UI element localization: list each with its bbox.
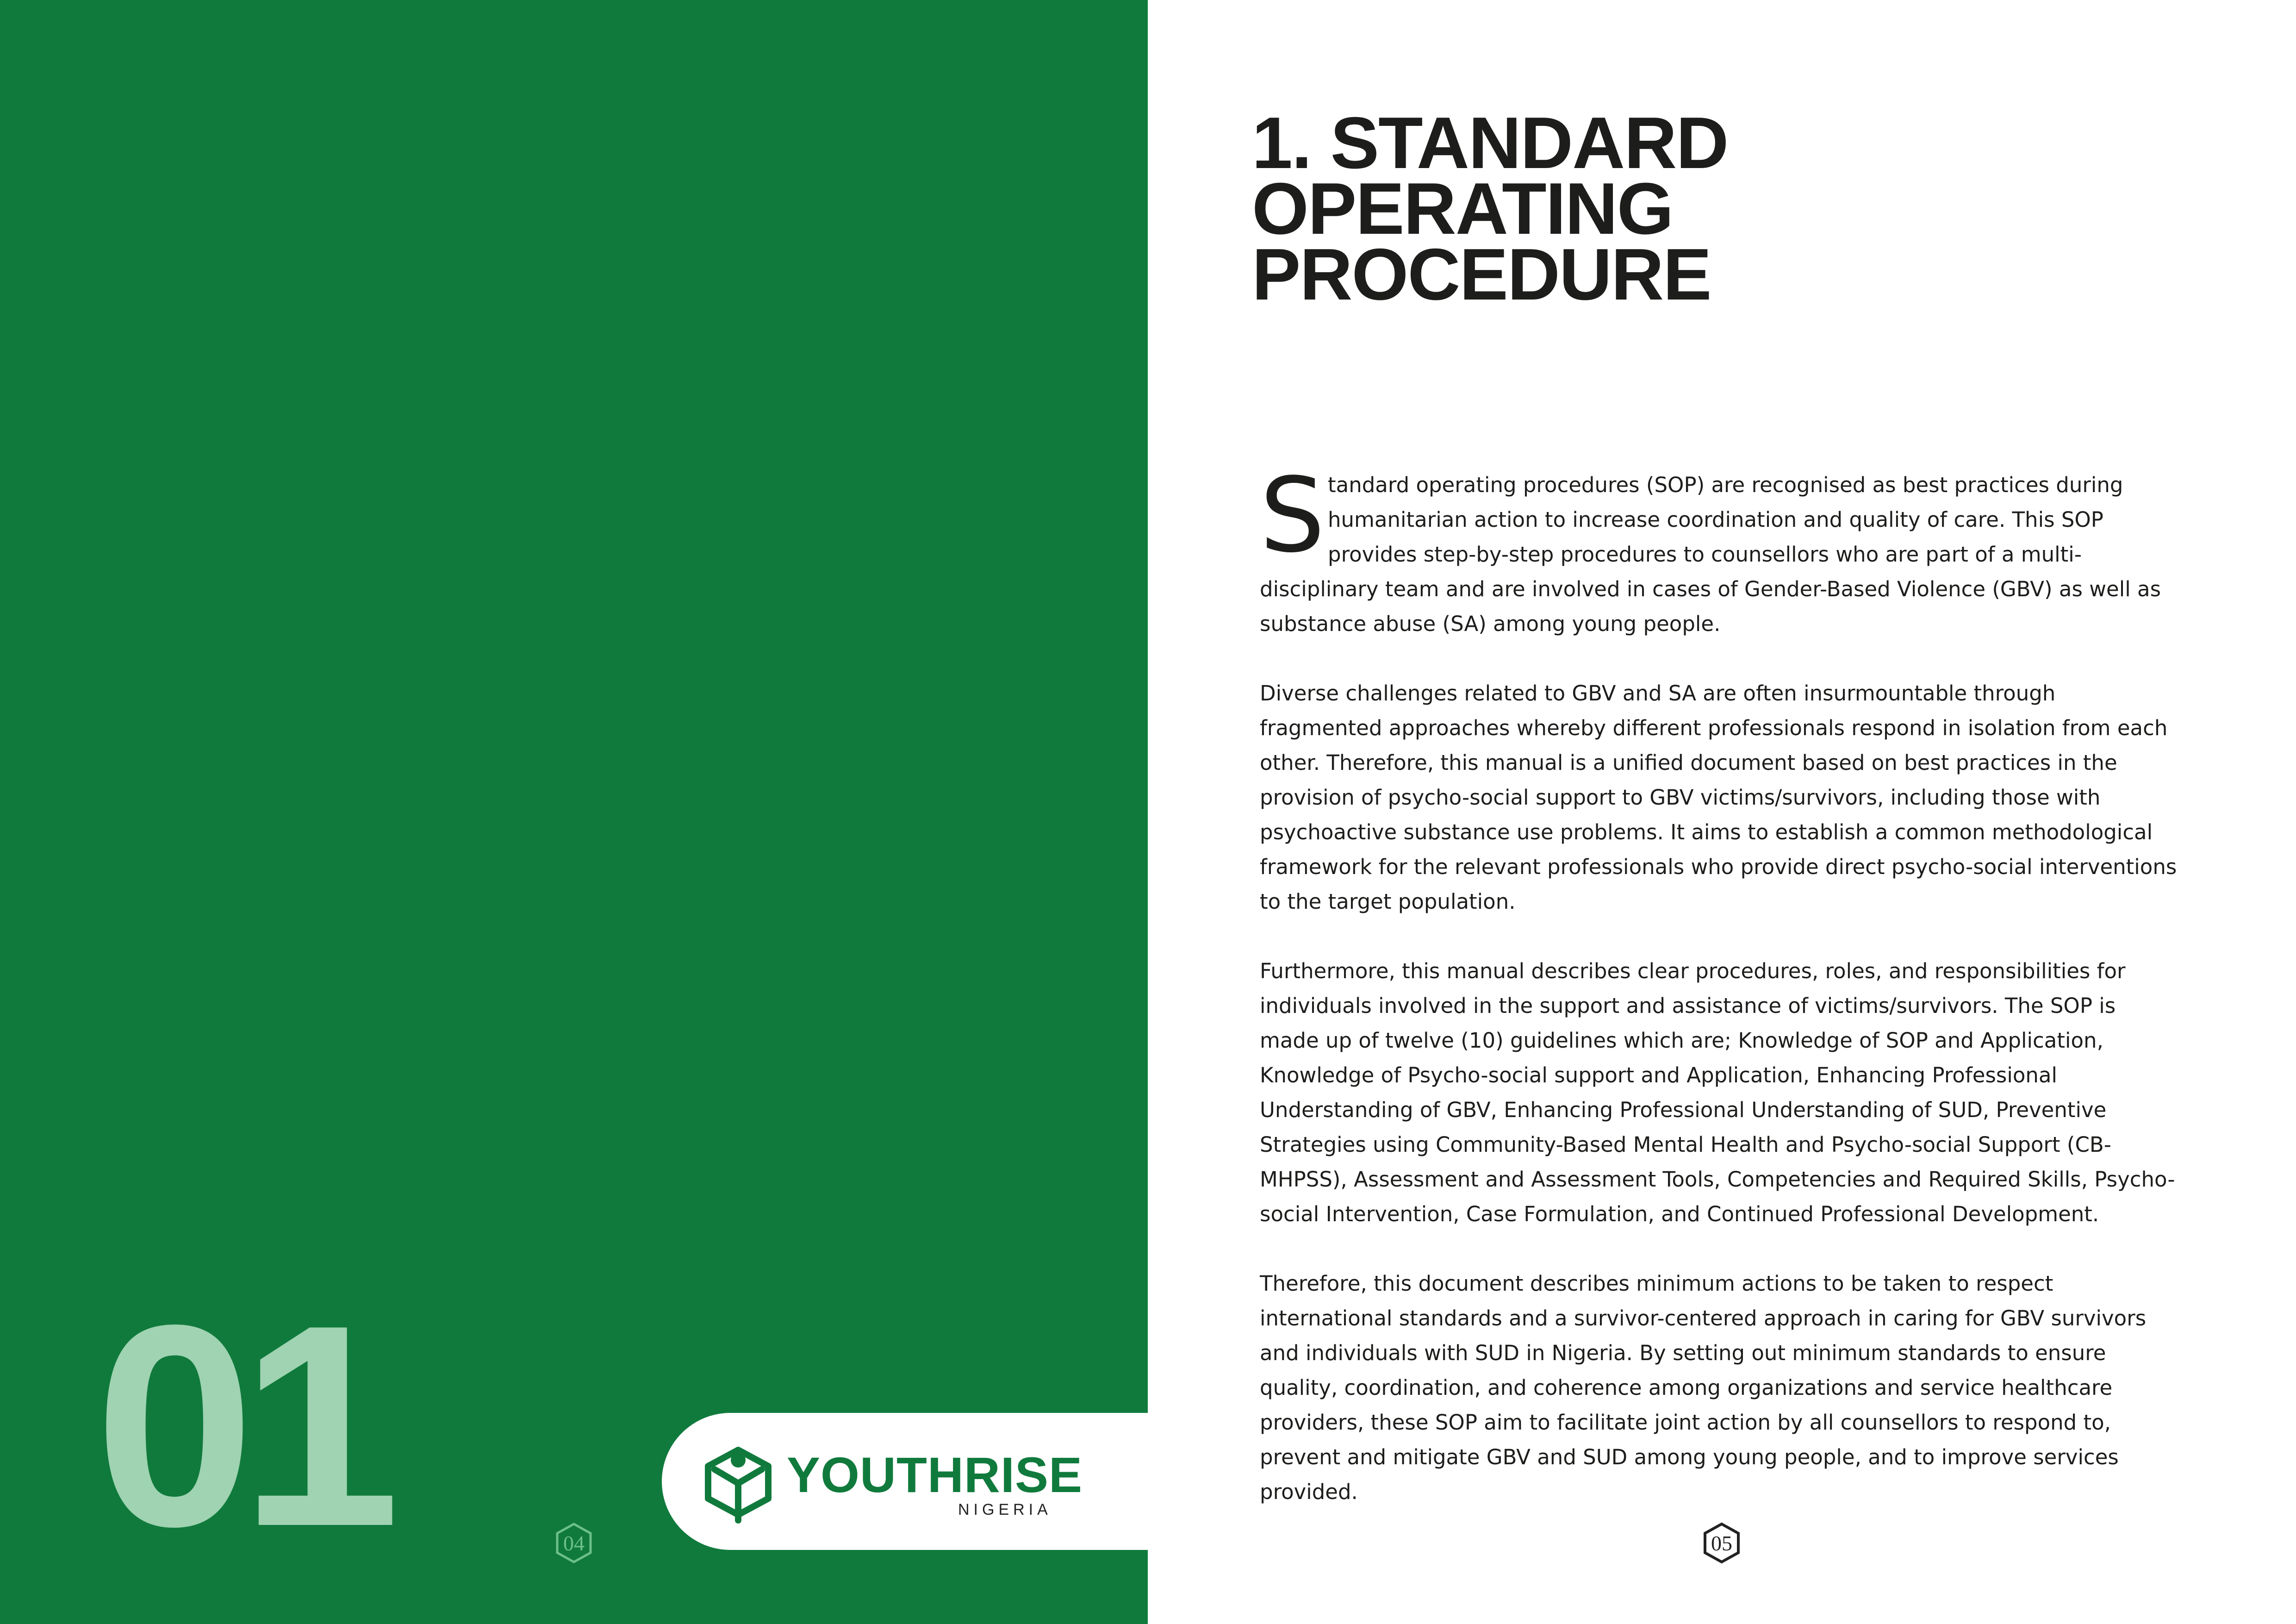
body-text xyxy=(1260,468,2188,1544)
text-line: individuals involved in the support and assistance of victims/survivors. The SOP is xyxy=(1260,993,2116,1018)
text-line: Knowledge of Psycho-social support and Application, Enhancing Professional xyxy=(1260,1063,2057,1087)
text-line: tandard operating procedures (SOP) are recognised as best practices during xyxy=(1328,473,2123,497)
text-line: providers, these SOP aim to facilitate joint action by all counsellors to respond to, xyxy=(1260,1410,2111,1435)
page-number-right xyxy=(1703,1522,1740,1564)
paragraph-1 xyxy=(1260,468,2188,641)
text-line: provided. xyxy=(1260,1480,1358,1504)
page-number-left-label: 04 xyxy=(563,1531,585,1555)
title-line-2: OPERATING xyxy=(1252,168,1673,250)
page-title xyxy=(1252,102,1728,315)
drop-cap: S xyxy=(1260,456,1325,575)
text-line: Furthermore, this manual describes clear procedures, roles, and responsibilities for xyxy=(1260,959,2126,983)
text-line: Strategies using Community-Based Mental Health and Psycho-social Support (CB- xyxy=(1260,1132,2111,1157)
text-line: Therefore, this document describes minimum actions to be taken to respect xyxy=(1260,1271,2053,1296)
text-line: framework for the relevant professionals who provide direct psycho-social interventions xyxy=(1260,855,2177,879)
paragraph-3 xyxy=(1260,954,2188,1231)
text-line: other. Therefore, this manual is a unified document based on best practices in the xyxy=(1260,750,2117,775)
text-line: made up of twelve (10) guidelines which are; Knowledge of SOP and Application, xyxy=(1260,1028,2103,1053)
text-line: psychoactive substance use problems. It aims to establish a common methodological xyxy=(1260,820,2153,844)
text-line: disciplinary team and are involved in cases of Gender-Based Violence (GBV) as well as xyxy=(1260,577,2161,601)
page-number-right-label: 05 xyxy=(1711,1531,1732,1555)
title-line-3: PROCEDURE xyxy=(1252,234,1711,315)
text-line: Diverse challenges related to GBV and SA are often insurmountable through xyxy=(1260,681,2056,706)
text-line: fragmented approaches whereby different professionals respond in isolation from each xyxy=(1260,716,2168,740)
page-number-left xyxy=(555,1522,592,1564)
paragraph-2 xyxy=(1260,676,2188,919)
text-line: provides step-by-step procedures to counsellors who are part of a multi- xyxy=(1328,542,2082,567)
youthrise-emblem-icon xyxy=(703,1441,773,1524)
logo-tab xyxy=(662,1413,1148,1550)
logo-subtitle: NIGERIA xyxy=(958,1501,1052,1518)
chapter-number: 01 xyxy=(95,1266,386,1586)
paragraph-4 xyxy=(1260,1266,2188,1509)
text-line: MHPSS), Assessment and Assessment Tools, Competencies and Required Skills, Psycho- xyxy=(1260,1167,2175,1192)
text-line: and individuals with SUD in Nigeria. By setting out minimum standards to ensure xyxy=(1260,1341,2106,1365)
text-line: provision of psycho-social support to GBV victims/survivors, including those with xyxy=(1260,785,2101,810)
logo-name: YOUTHRISE xyxy=(787,1447,1083,1503)
text-line: humanitarian action to increase coordination and quality of care. This SOP xyxy=(1328,507,2103,532)
text-line: to the target population. xyxy=(1260,889,1516,914)
text-line: social Intervention, Case Formulation, and Continued Professional Development. xyxy=(1260,1202,2099,1226)
text-line: international standards and a survivor-centered approach in caring for GBV survivors xyxy=(1260,1306,2147,1330)
text-line: prevent and mitigate GBV and SUD among young people, and to improve services xyxy=(1260,1445,2119,1469)
text-line: Understanding of GBV, Enhancing Professional Understanding of SUD, Preventive xyxy=(1260,1098,2107,1122)
text-line: quality, coordination, and coherence among organizations and service healthcare xyxy=(1260,1375,2113,1400)
text-line: substance abuse (SA) among young people. xyxy=(1260,612,1721,636)
title-line-1: 1. STANDARD xyxy=(1252,102,1728,184)
